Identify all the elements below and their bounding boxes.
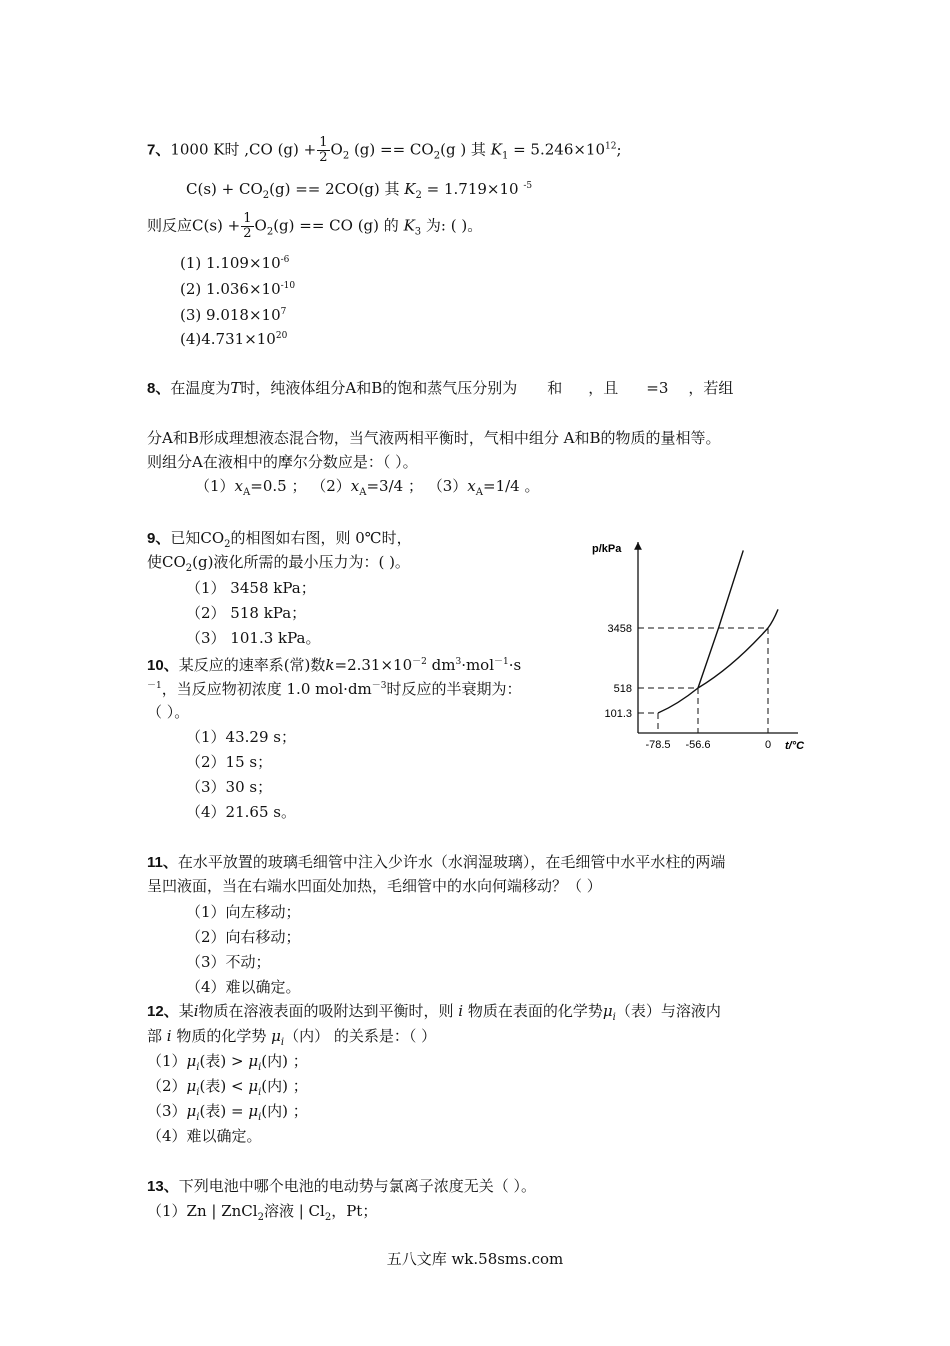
q12-option-4: （4）难以确定。 [147,1127,262,1145]
q10-line-1: 10、某反应的速率系(常)数$k=2.31\times 10^{-2}$ $dm^3\cdot mol^{-1}\cdot s$ [147,656,522,674]
question-number: 10、 [147,657,179,674]
q7-line-3: 则反应C(s) + $\frac{1}{2}$ $O_2(g)$ == CO (g) 的 $K_3$ 为: ( )。 [147,211,483,241]
q9-line-2: 使$CO_2(g)$液化所需的最小压力为：( )。 [147,553,410,574]
q12-option-3: $(3)\mu_i$(表) = $\mu_i$(内) ； [147,1102,308,1123]
q10-option-4: （4）21.65 s。 [186,803,296,821]
series-line-1 [698,550,743,688]
q11-option-4: （4）难以确定。 [186,978,301,996]
q11-line-2: 呈凹液面，当在右端水凹面处加热，毛细管中的水向何端移动？（ ） [147,877,602,895]
q10-line-3: （ ）。 [147,703,190,721]
q12-option-1: $(1)\mu_i$(表) > $\mu_i$(内) ； [147,1052,308,1073]
question-number: 11、 [147,854,178,871]
q11-option-1: （1）向左移动； [186,903,301,921]
q7-option-2: (2) $1.036\times 10^{-10}$ [180,280,296,298]
q11-line-1: 11、在水平放置的玻璃毛细管中注入少许水（水润湿玻璃），在毛细管中水平水柱的两端 [147,853,726,871]
q8-line-2: 分A和B形成理想液态混合物，当气液两相平衡时，气相中组分 A和B的物质的量相等。 [147,429,721,447]
q7-option-1: (1) $1.109\times 10^{-6}$ [180,254,290,272]
q10-line-2: $^{-1}$，当反应物初浓度 1.0 $mol\cdot dm^{-3}$时反应的半衰期为： [147,680,522,698]
q9-option-3: （3） 101.3 kPa。 [186,629,321,647]
series-line-0 [658,609,778,713]
q11-option-3: （3）不动； [186,953,271,971]
q7-option-4: $(4)4.731\times 10^{20}$ [180,330,288,348]
x-tick-label: -56.6 [685,739,711,751]
q10-option-3: （3）30 s； [186,778,273,796]
q13-option-1: （1）Zn | ZnCl$_2$溶液 | $Cl_2$，Pt； [147,1202,378,1223]
q7-line-2: $C(s) + CO_2(g) == 2CO(g)$ 其 $K_2 = 1.719\times 10$ $^{-5}$ [186,180,533,201]
q9-option-2: （2） 518 kPa； [186,604,307,622]
q10-option-1: （1）43.29 s； [186,728,296,746]
question-number: 9、 [147,530,171,547]
q7-line-1: 7、1000 K时 ,CO (g) + $\frac{1}{2}$ $O_2$ $(g) == CO_2(g$ ) 其 $K_1 = 5.246\times 10^{12}$; [147,135,622,165]
x-axis-label: t/°C [785,740,805,752]
fraction: $\frac{1}{2}$ [243,211,252,241]
q7-option-3: (3) $9.018\times 10^7$ [180,306,287,324]
q9-option-1: （1） 3458 kPa； [186,579,316,597]
y-tick-label: 3458 [607,623,632,635]
question-number: 8、 [147,380,171,397]
x-tick-label: 0 [764,739,772,751]
q13-line-1: 13、下列电池中哪个电池的电动势与氯离子浓度无关（ ）。 [147,1177,536,1195]
q8-line-3: 则组分A在液相中的摩尔分数应是：（ ）。 [147,453,418,471]
y-tick-label: 101.3 [604,708,632,720]
footer-watermark: 五八文库 wk.58sms.com [386,1250,564,1268]
q12-option-2: $(2)\mu_i$(表) < $\mu_i$(内) ； [147,1077,308,1098]
question-number: 7、 [147,141,171,159]
y-axis-label: p/kPa [592,543,622,555]
question-number: 12、 [147,1003,179,1020]
q10-option-2: （2）15 s； [186,753,273,771]
q11-option-2: （2）向右移动； [186,928,301,946]
q9-line-1: 9、已知$CO_2$的相图如右图，则 0℃时， [147,529,412,550]
fraction: $\frac{1}{2}$ [319,135,328,165]
question-number: 13、 [147,1178,179,1195]
co2-phase-diagram [580,530,820,760]
q8-options: $(1)x_A=0.5$ ； $(2)x_A=3/4$ ； $(3)x_A=1/4$ 。 [195,477,540,498]
q12-line-1: 12、某i物质在溶液表面的吸附达到平衡时，则 i 物质在表面的化学势$\mu_i$（表）与溶液内 [147,1002,721,1023]
y-tick-label: 518 [613,683,632,695]
q12-line-2: 部 i 物质的化学势 $\mu_i$（内） 的关系是：（ ） [147,1027,437,1048]
x-tick-label: -78.5 [645,739,671,751]
q8-line-1: 8、在温度为T时，纯液体组分A和B的饱和蒸气压分别为 和 ，且 =3 ，若组 [147,379,734,397]
